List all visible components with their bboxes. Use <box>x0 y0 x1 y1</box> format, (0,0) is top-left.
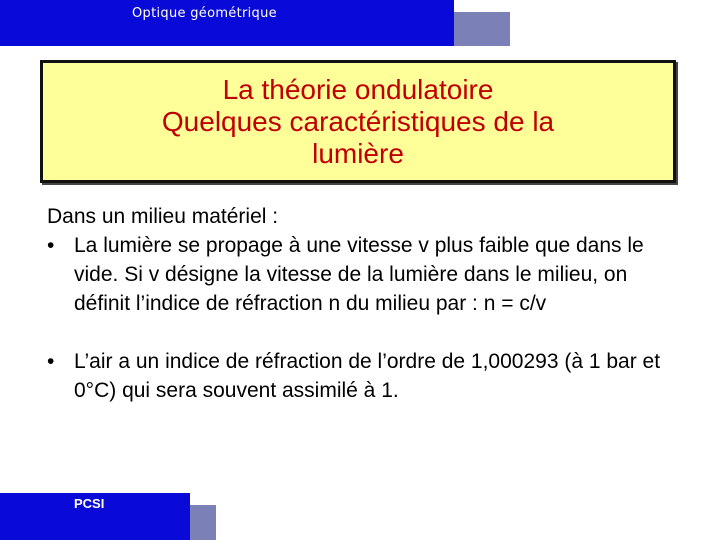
header-banner-shadow <box>454 12 510 46</box>
bullet-item-air-index <box>47 347 667 405</box>
slide-body <box>47 202 667 405</box>
slide-title-line-1: La théorie ondulatoire <box>222 73 494 105</box>
bullet-item-speed <box>47 231 667 318</box>
footer-class-label: PCSI <box>74 496 105 511</box>
bullet-dot-icon: • <box>47 234 55 257</box>
bullet-text-speed: La lumière se propage à une vitesse v plus faible que dans le vide. Si v désigne la vitesse de la lumière dans le milieu, on définit l’indice de réfraction n du milieu par : n = c/v <box>74 234 644 315</box>
header-course-label: Optique géométrique <box>132 6 277 21</box>
bullet-text-air-index: L’air a un indice de réfraction de l’ordre de 1,000293 (à 1 bar et 0°C) qui sera souvent assimilé à 1. <box>74 350 661 402</box>
bullet-list <box>47 231 667 405</box>
bullet-dot-icon: • <box>47 350 55 373</box>
slide-title-line-3: lumière <box>312 137 404 169</box>
footer-banner-shadow <box>190 505 216 540</box>
slide-title-line-2: Quelques caractéristiques de la <box>161 105 555 137</box>
slide-title-box <box>40 60 676 183</box>
body-intro: Dans un milieu matériel : <box>47 205 279 228</box>
